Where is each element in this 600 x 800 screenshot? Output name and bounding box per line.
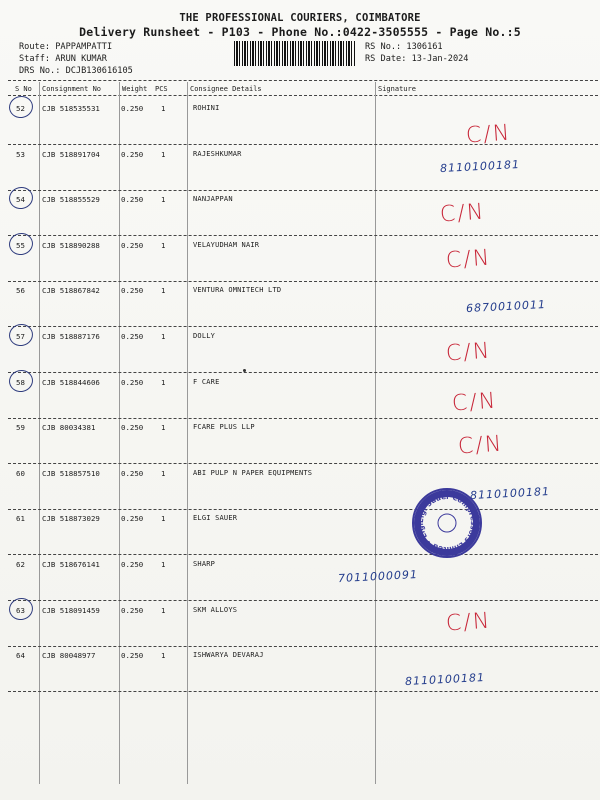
row-weight: 0.250 xyxy=(121,514,144,524)
row-divider xyxy=(8,281,598,282)
row-pcs: 1 xyxy=(161,605,166,615)
row-consignment-no: CJB 518844606 xyxy=(42,377,100,387)
table-row xyxy=(0,332,600,378)
drs-label: DRS No.: DCJB130616105 xyxy=(19,66,133,76)
row-pcs: 1 xyxy=(161,104,166,113)
row-consignee: SKM ALLOYS xyxy=(193,605,238,614)
table-row xyxy=(0,286,600,332)
row-sno: 64 xyxy=(16,651,25,661)
row-sno: 61 xyxy=(16,514,25,524)
row-divider xyxy=(8,691,598,692)
table-row xyxy=(0,423,600,469)
row-divider xyxy=(8,600,598,601)
handwritten-signature: 7011000091 xyxy=(337,567,419,586)
row-sno: 54 xyxy=(16,195,25,205)
row-pcs: 1 xyxy=(161,195,166,205)
company-title: THE PROFESSIONAL COURIERS, COIMBATORE xyxy=(179,12,421,24)
row-consignee: ISHWARYA DEVARAJ xyxy=(193,651,264,660)
row-sno: 56 xyxy=(16,286,25,296)
circled-sno-mark xyxy=(7,94,35,121)
row-sno: 55 xyxy=(16,240,25,250)
table-row xyxy=(0,514,600,560)
row-sno: 59 xyxy=(16,423,25,433)
row-weight: 0.250 xyxy=(121,423,144,433)
stray-mark xyxy=(243,369,246,372)
row-weight: 0.250 xyxy=(121,149,144,159)
row-pcs: 1 xyxy=(161,240,166,250)
col-signature: Signature xyxy=(378,85,416,93)
row-weight: 0.250 xyxy=(121,104,144,113)
row-consignee: ROHINI xyxy=(193,104,220,112)
row-divider xyxy=(8,326,598,327)
svg-text:Elgi Sauer Compressors Limited: Elgi Sauer Compressors Limited • Elgi xyxy=(416,492,478,554)
row-divider xyxy=(8,463,598,464)
handwritten-signature: C/N xyxy=(451,388,499,417)
row-pcs: 1 xyxy=(161,560,166,569)
handwritten-signature: C/N xyxy=(445,338,493,367)
handwritten-signature: C/N xyxy=(439,199,487,228)
handwritten-signature: C/N xyxy=(465,120,513,149)
row-weight: 0.250 xyxy=(121,332,144,341)
handwritten-signature: C/N xyxy=(457,431,505,460)
row-consignment-no: CJB 80034381 xyxy=(42,423,96,433)
handwritten-signature: C/N xyxy=(445,608,493,637)
col-consignment: Consignment No xyxy=(42,85,102,93)
table-row xyxy=(0,469,600,515)
row-consignee: ELGI SAUER xyxy=(193,514,238,523)
row-consignee: F CARE xyxy=(193,377,220,386)
row-consignment-no: CJB 518890288 xyxy=(42,240,100,250)
staff-label: Staff: ARUN KUMAR xyxy=(19,54,107,64)
table-row xyxy=(0,241,600,287)
handwritten-signature: C/N xyxy=(445,245,493,274)
row-divider xyxy=(8,554,598,555)
runsheet-title: Delivery Runsheet - P103 - Phone No.:0422-3505555 - Page No.:5 xyxy=(79,25,521,39)
row-consignee: RAJESHKUMAR xyxy=(193,149,242,158)
row-consignment-no: CJB 518091459 xyxy=(42,605,100,615)
rs-date-label: RS Date: 13-Jan-2024 xyxy=(365,54,469,64)
table-row xyxy=(0,150,600,196)
row-consignment-no: CJB 518535531 xyxy=(42,104,100,113)
row-weight: 0.250 xyxy=(121,651,144,661)
row-sno: 53 xyxy=(16,149,25,159)
row-pcs: 1 xyxy=(161,651,166,661)
row-weight: 0.250 xyxy=(121,286,144,296)
table-row xyxy=(0,104,600,150)
col-pcs: PCS xyxy=(155,85,168,93)
barcode xyxy=(234,41,356,66)
row-consignment-no: CJB 518676141 xyxy=(42,560,100,569)
row-consignment-no: CJB 518873029 xyxy=(42,514,100,524)
col-weight: Weight xyxy=(122,85,148,93)
row-divider xyxy=(8,190,598,191)
row-weight: 0.250 xyxy=(121,560,144,569)
row-weight: 0.250 xyxy=(121,605,144,615)
row-consignee: FCARE PLUS LLP xyxy=(193,423,255,432)
row-consignee: ABI PULP N PAPER EQUIPMENTS xyxy=(193,468,313,477)
row-divider xyxy=(8,646,598,647)
row-consignee: VELAYUDHAM NAIR xyxy=(193,240,260,249)
row-sno: 58 xyxy=(16,377,25,387)
table-row xyxy=(0,195,600,241)
row-divider xyxy=(8,372,598,373)
row-weight: 0.250 xyxy=(121,468,144,478)
row-sno: 60 xyxy=(16,468,25,478)
row-sno: 52 xyxy=(16,104,25,113)
row-sno: 62 xyxy=(16,560,25,569)
handwritten-signature: 8110100181 xyxy=(404,671,486,689)
header-divider-top xyxy=(8,80,598,81)
row-weight: 0.250 xyxy=(121,240,144,250)
row-consignee: SHARP xyxy=(193,560,216,568)
row-divider xyxy=(8,418,598,419)
row-divider xyxy=(8,144,598,145)
route-label: Route: PAPPAMPATTI xyxy=(19,42,113,52)
row-weight: 0.250 xyxy=(121,377,144,387)
row-consignee: VENTURA OMNITECH LTD xyxy=(193,286,282,295)
col-sno: S No xyxy=(15,85,32,93)
handwritten-signature: 6870010011 xyxy=(465,298,547,316)
row-weight: 0.250 xyxy=(121,195,144,205)
table-row xyxy=(0,378,600,424)
row-pcs: 1 xyxy=(161,377,166,387)
row-pcs: 1 xyxy=(161,468,166,478)
row-pcs: 1 xyxy=(161,332,166,341)
row-pcs: 1 xyxy=(161,514,166,524)
table-row xyxy=(0,651,600,697)
rs-no-label: RS No.: 1306161 xyxy=(365,42,443,52)
row-pcs: 1 xyxy=(161,286,166,296)
row-consignment-no: CJB 80048977 xyxy=(42,651,96,661)
row-consignment-no: CJB 518857510 xyxy=(42,468,100,478)
row-consignment-no: CJB 518855529 xyxy=(42,195,100,205)
handwritten-signature: 8110100181 xyxy=(469,484,551,502)
company-seal-stamp xyxy=(412,488,482,558)
table-row xyxy=(0,560,600,606)
row-consignee: NANJAPPAN xyxy=(193,195,233,204)
row-pcs: 1 xyxy=(161,423,166,433)
row-consignment-no: CJB 518891704 xyxy=(42,149,100,159)
row-divider xyxy=(8,509,598,510)
handwritten-signature: 8110100181 xyxy=(439,157,521,175)
row-divider xyxy=(8,235,598,236)
row-consignment-no: CJB 518887176 xyxy=(42,332,100,341)
row-consignment-no: CJB 518867842 xyxy=(42,286,100,296)
row-pcs: 1 xyxy=(161,149,166,159)
col-consignee: Consignee Details xyxy=(190,85,262,93)
row-sno: 63 xyxy=(16,605,25,615)
row-sno: 57 xyxy=(16,332,25,341)
header-divider-bottom xyxy=(8,95,598,96)
table-row xyxy=(0,606,600,652)
row-consignee: DOLLY xyxy=(193,332,216,340)
